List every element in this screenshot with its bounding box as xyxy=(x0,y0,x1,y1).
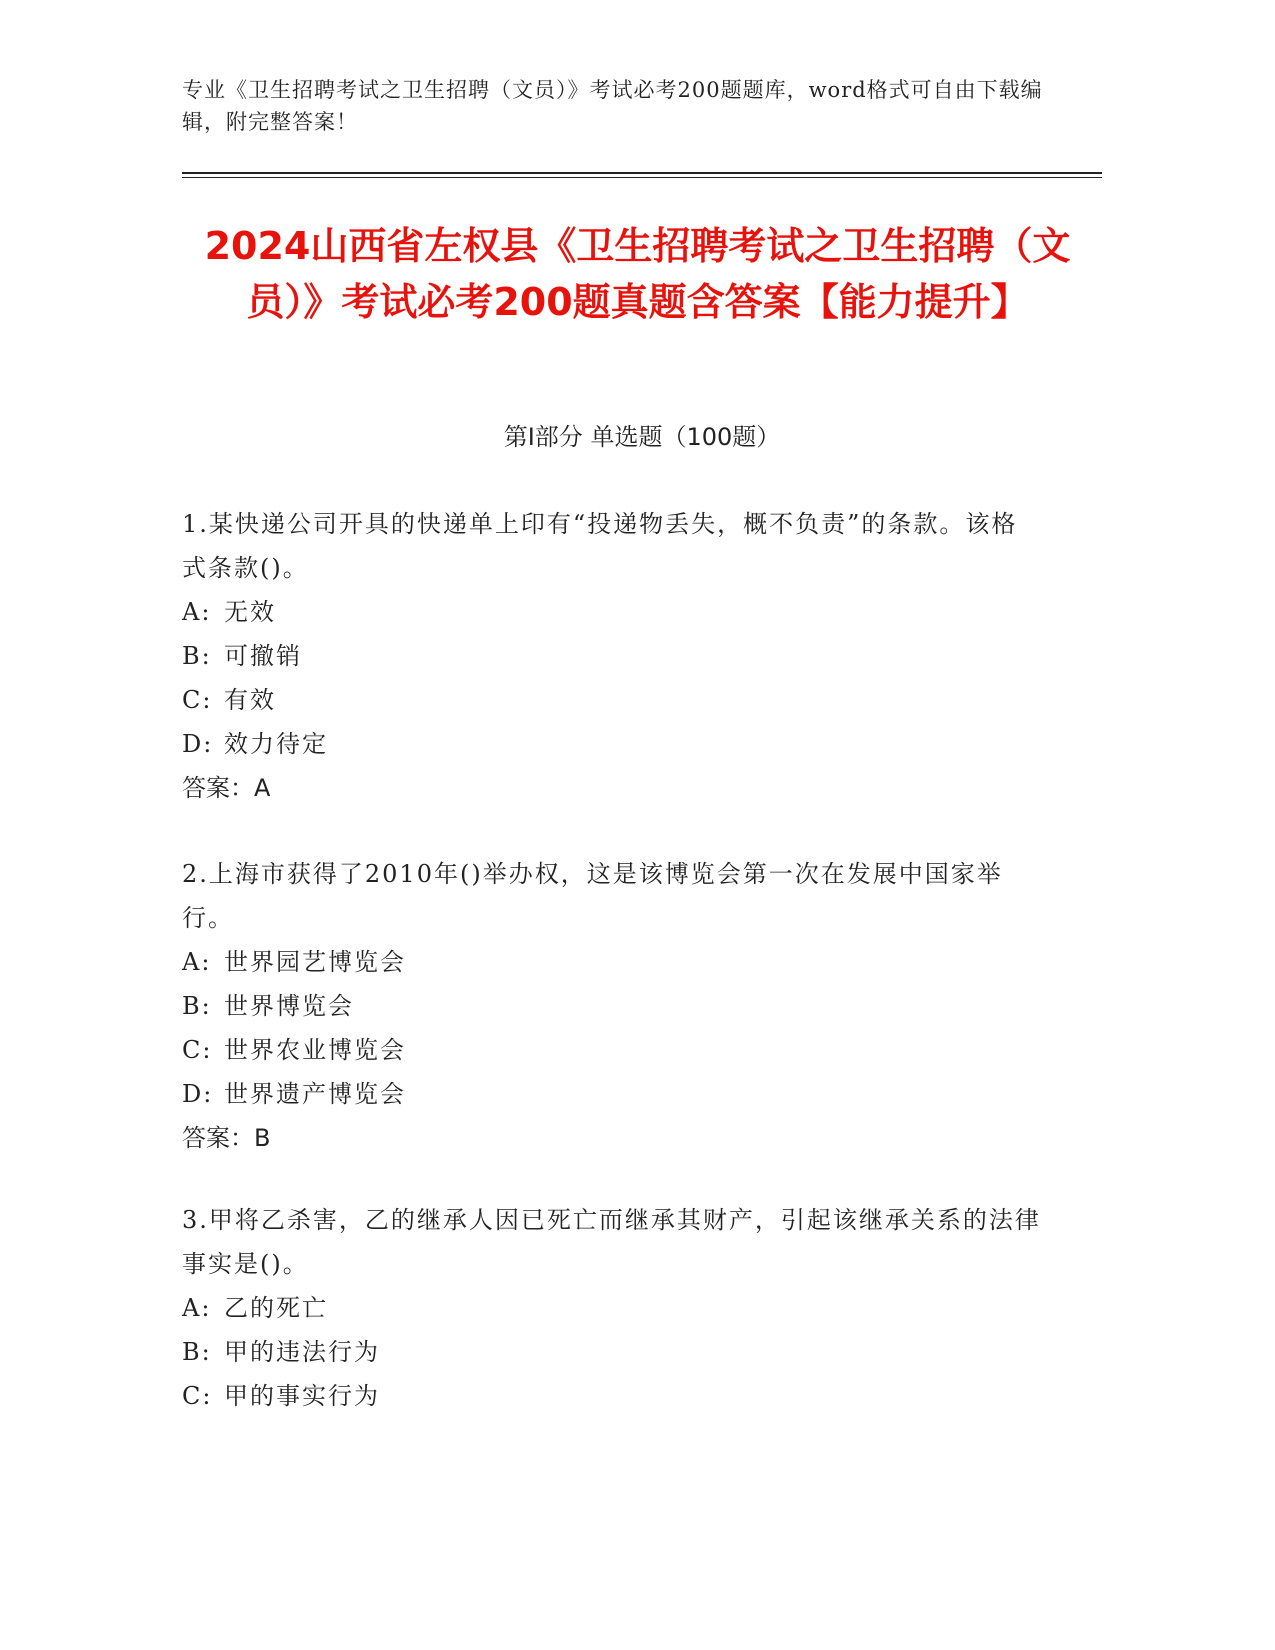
option-letter: B: xyxy=(182,992,212,1020)
option-c xyxy=(182,1374,1042,1418)
answer-label: 答案：A xyxy=(182,774,271,802)
option-text: 甲的事实行为 xyxy=(224,1382,380,1410)
option-text: 可撤销 xyxy=(224,642,302,670)
option-b xyxy=(182,634,1042,678)
option-text: 效力待定 xyxy=(224,730,328,758)
option-text: 乙的死亡 xyxy=(224,1294,328,1322)
option-letter: C: xyxy=(182,686,213,714)
header-note: 专业《卫生招聘考试之卫生招聘（文员）》考试必考200题题库，word格式可自由下载编辑，附完整答案！ xyxy=(182,78,1043,134)
option-text: 世界博览会 xyxy=(224,992,354,1020)
option-text: 世界农业博览会 xyxy=(224,1036,406,1064)
question-stem: 3.甲将乙杀害，乙的继承人因已死亡而继承其财产，引起该继承关系的法律事实是()。 xyxy=(182,1206,1041,1278)
header-divider-thick xyxy=(182,172,1102,174)
option-text: 世界遗产博览会 xyxy=(224,1080,406,1108)
option-a xyxy=(182,1286,1042,1330)
question-3 xyxy=(182,1198,1042,1418)
question-stem: 2.上海市获得了2010年()举办权，这是该博览会第一次在发展中国家举行。 xyxy=(182,860,1003,932)
option-letter: B: xyxy=(182,642,212,670)
option-letter: A: xyxy=(182,948,212,976)
header-divider-thin xyxy=(182,177,1102,178)
option-b xyxy=(182,1330,1042,1374)
option-text: 无效 xyxy=(224,598,276,626)
option-letter: A: xyxy=(182,598,212,626)
option-letter: B: xyxy=(182,1338,212,1366)
option-text: 世界园艺博览会 xyxy=(224,948,406,976)
option-text: 甲的违法行为 xyxy=(224,1338,380,1366)
option-c xyxy=(182,678,1042,722)
option-d xyxy=(182,722,1042,766)
option-letter: C: xyxy=(182,1382,213,1410)
option-letter: C: xyxy=(182,1036,213,1064)
question-1 xyxy=(182,502,1042,810)
option-c xyxy=(182,1028,1042,1072)
option-a xyxy=(182,940,1042,984)
section-heading: 第I部分 单选题（100题） xyxy=(503,423,781,451)
option-letter: D: xyxy=(182,730,214,758)
option-letter: A: xyxy=(182,1294,212,1322)
option-d xyxy=(182,1072,1042,1116)
option-text: 有效 xyxy=(224,686,276,714)
answer-label: 答案：B xyxy=(182,1124,271,1152)
question-2 xyxy=(182,852,1042,1160)
document-title: 2024山西省左权县《卫生招聘考试之卫生招聘（文员）》考试必考200题真题含答案【能力提升】 xyxy=(204,224,1071,324)
question-stem: 1.某快递公司开具的快递单上印有“投递物丢失，概不负责”的条款。该格式条款()。 xyxy=(182,510,1018,582)
option-b xyxy=(182,984,1042,1028)
option-a xyxy=(182,590,1042,634)
option-letter: D: xyxy=(182,1080,214,1108)
